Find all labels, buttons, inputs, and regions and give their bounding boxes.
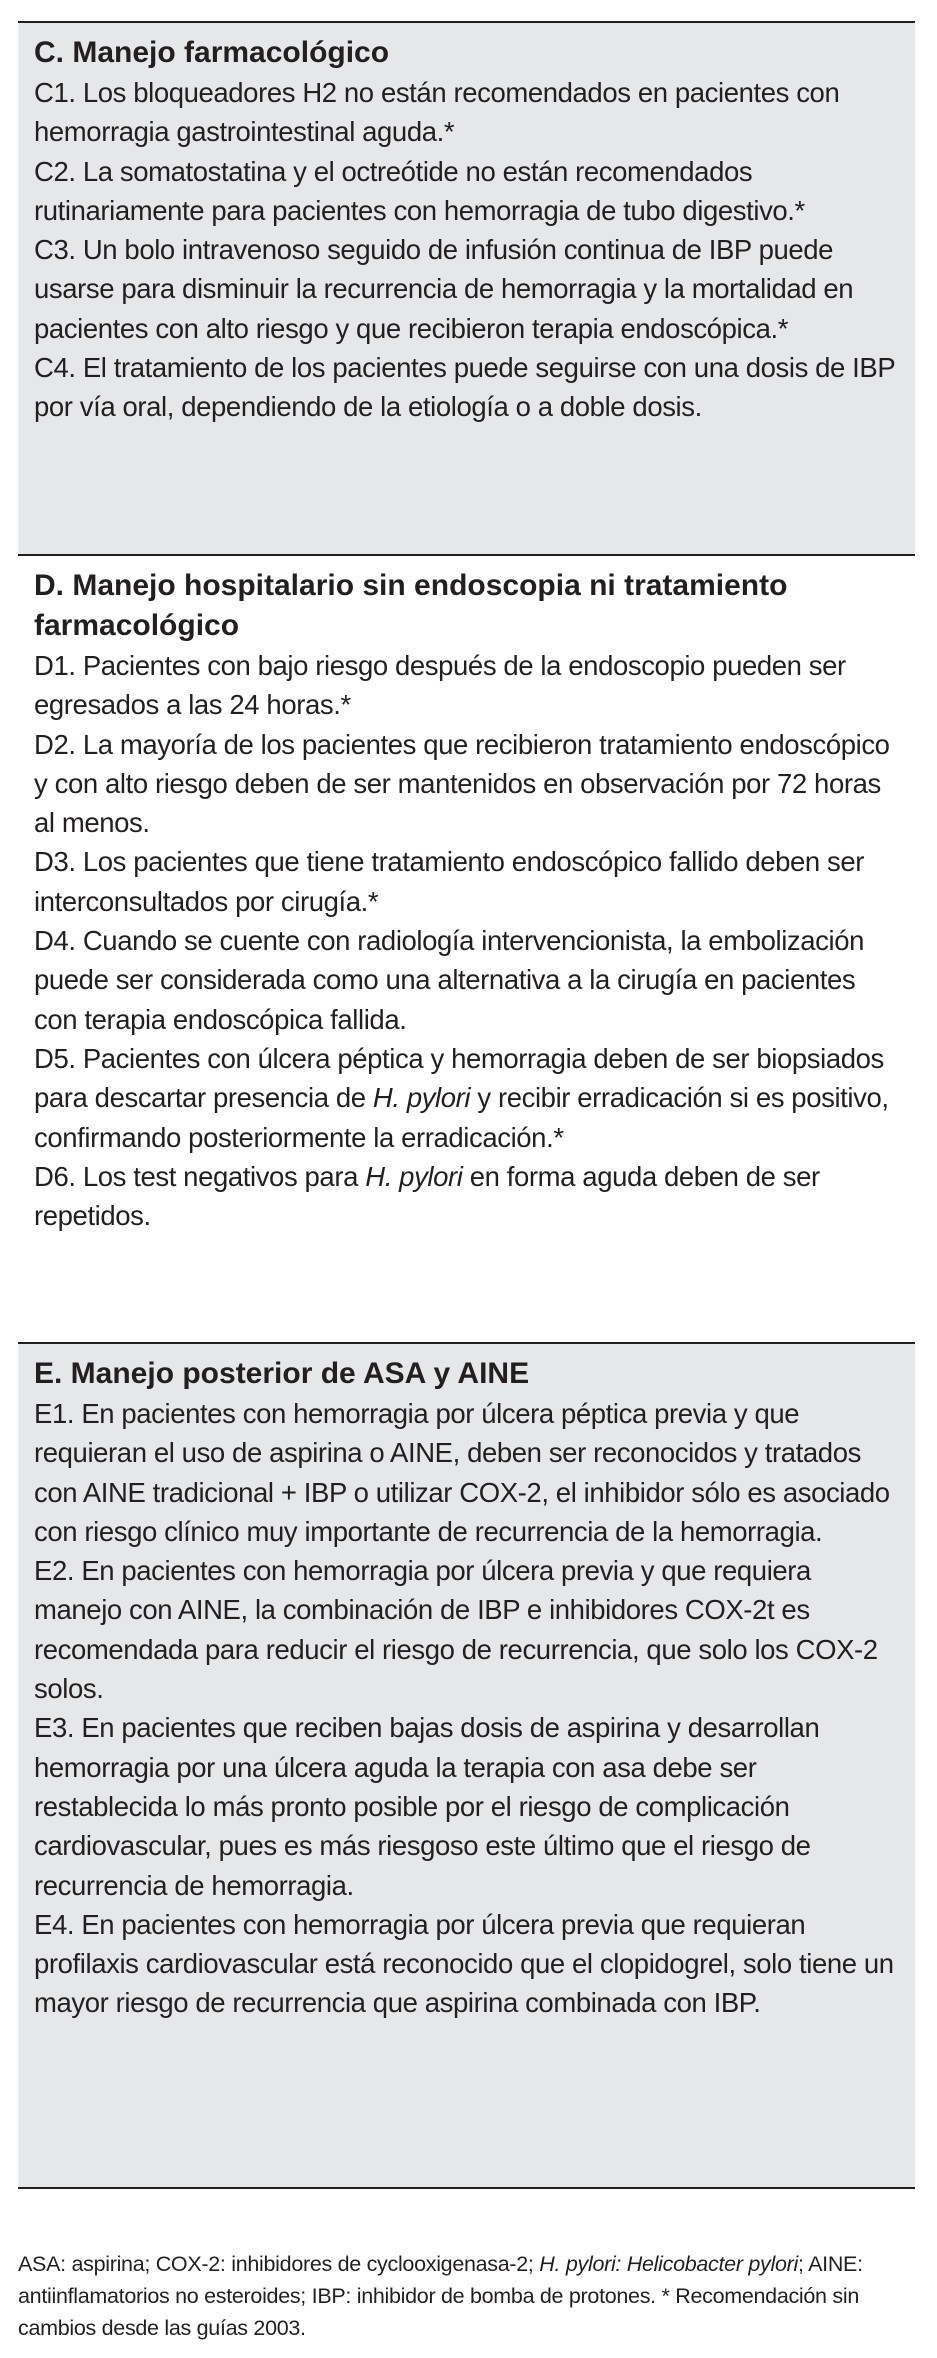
recommendation-item: C2. La somatostatina y el octreótide no están recomendados rutinariamente para pacientes con hemorragia de tubo digestivo.* [34,155,805,226]
section-e [18,1342,915,2187]
section-title: D. Manejo hospitalario sin endoscopia ni tratamiento farmacológico [34,569,788,642]
recommendation-item: D3. Los pacientes que tiene tratamiento endoscópico fallido deben ser interconsultados por cirugía.* [34,846,865,917]
recommendation-item: E1. En pacientes con hemorragia por úlcera péptica previa y que requieran el uso de aspirina o AINE, deben ser reconocidos y tratados con AINE tradicional + IBP o utilizar COX-2, el inhibidor sólo es asociado con riesgo clínico muy importante de recurrencia de la hemorragia. [34,1398,890,1547]
recommendation-item: C3. Un bolo intravenoso seguido de infusión continua de IBP puede usarse para disminuir la recurrencia de hemorragia y la mortalidad en pacientes con alto riesgo y que recibieron terapia endoscópica.* [34,234,854,344]
recommendation-item: D1. Pacientes con bajo riesgo después de la endoscopio pueden ser egresados a las 24 horas.* [34,650,846,721]
recommendation-item: E2. En pacientes con hemorragia por úlcera previa y que requiera manejo con AINE, la combinación de IBP e inhibidores COX-2t es recomendada para reducir el riesgo de recurrencia, que solo los COX-2 solos. [34,1555,878,1705]
section-d [18,554,915,1342]
table-footnote: ASA: aspirina; COX-2: inhibidores de cyclooxigenasa-2; H. pylori: Helicobacter pylori; AINE: antiinflamatorios no esteroides; IBP: inhibidor de bomba de protones. * Recomendación sin cambios desde las guías 2003. [18,2251,863,2340]
section-title: E. Manejo posterior de ASA y AINE [34,1357,530,1390]
recommendation-item: E4. En pacientes con hemorragia por úlcera previa que requieran profilaxis cardiovascular está reconocido que el clopidogrel, solo tiene un mayor riesgo de recurrencia que aspirina combinada con IBP. [34,1908,894,2019]
recommendation-item: D6. Los test negativos para H. pylori en forma aguda deben de ser repetidos. [34,1160,820,1232]
recommendations-table [18,21,915,2189]
recommendation-item: C4. El tratamiento de los pacientes puede seguirse con una dosis de IBP por vía oral, dependiendo de la etiología o a doble dosis. [34,352,895,423]
recommendation-item: E3. En pacientes que reciben bajas dosis de aspirina y desarrollan hemorragia por una úlcera aguda la terapia con asa debe ser restablecida lo más pronto posible por el riesgo de complicación cardiovascular, pues es más riesgoso este último que el riesgo de recurrencia de hemorragia. [34,1712,820,1901]
section-c [18,23,915,554]
recommendation-item: C1. Los bloqueadores H2 no están recomendados en pacientes con hemorragia gastrointestinal aguda.* [34,77,840,148]
recommendation-item: D2. La mayoría de los pacientes que recibieron tratamiento endoscópico y con alto riesgo deben de ser mantenidos en observación por 72 horas al menos. [34,728,890,839]
recommendation-item: D4. Cuando se cuente con radiología intervencionista, la embolización puede ser considerada como una alternativa a la cirugía en pacientes con terapia endoscópica fallida. [34,925,865,1035]
section-title: C. Manejo farmacológico [34,36,390,69]
recommendation-item: D5. Pacientes con úlcera péptica y hemorragia deben de ser biopsiados para descartar presencia de H. pylori y recibir erradicación si es positivo, confirmando posteriormente la erradicación.* [34,1042,889,1153]
